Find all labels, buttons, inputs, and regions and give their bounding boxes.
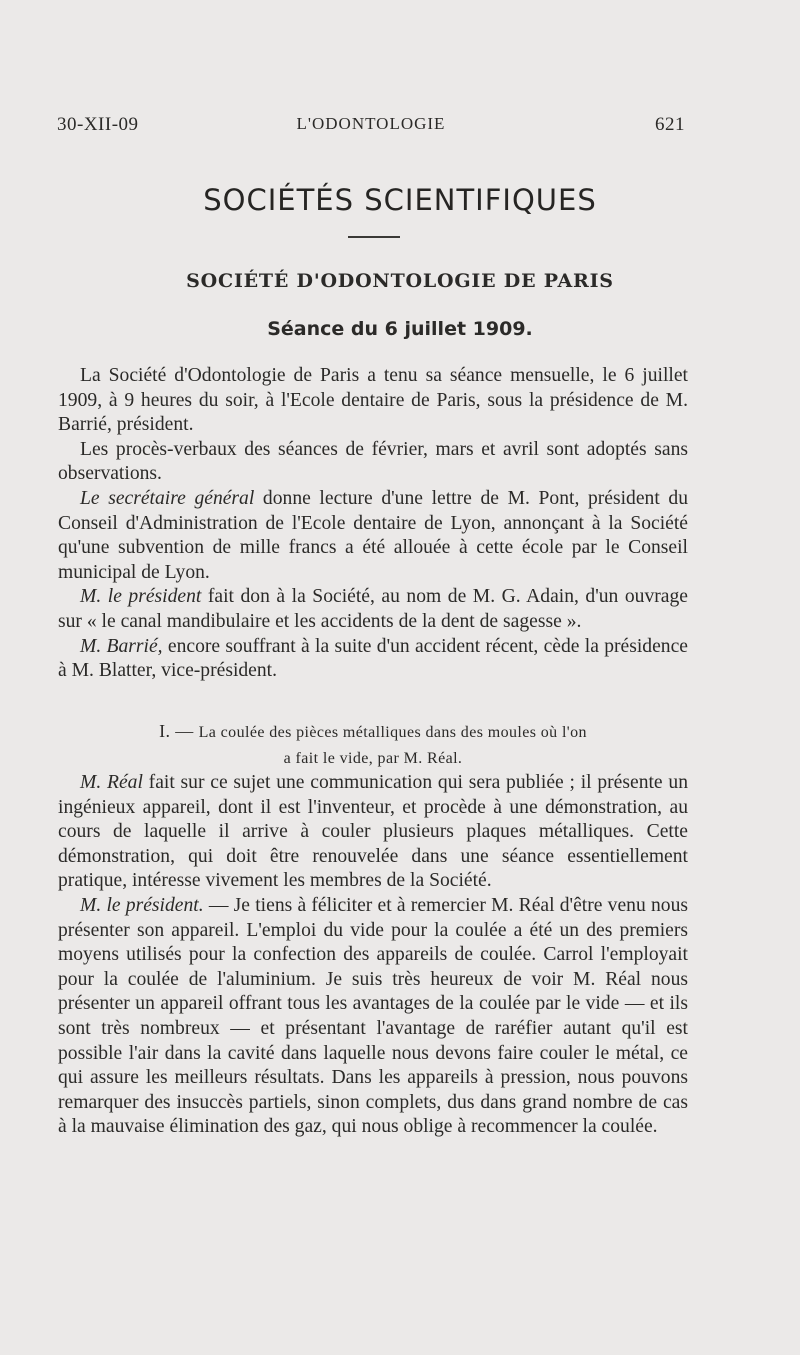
running-head bbox=[57, 114, 685, 140]
speaker: Le secrétaire général bbox=[80, 487, 255, 509]
journal-name: L'ODONTOLOGIE bbox=[296, 114, 446, 133]
page-number: 621 bbox=[655, 114, 685, 135]
issue-date: 30-XII-09 bbox=[57, 114, 139, 135]
speaker: M. le président. bbox=[80, 894, 204, 916]
paragraph bbox=[58, 894, 688, 1140]
paragraph bbox=[58, 585, 688, 634]
paragraph-text: fait don à la Société, au nom de M. G. Adain, d'un ouvrage sur « le canal mandibulaire et les accidents de la dent de sagesse ». bbox=[58, 586, 688, 632]
paragraph bbox=[58, 487, 688, 585]
speaker: M. le président bbox=[80, 586, 202, 608]
speaker: M. Barrié, bbox=[80, 635, 163, 657]
paragraph-text: encore souffrant à la suite d'un accident récent, cède la présidence à M. Blatter, vice-président. bbox=[58, 635, 688, 682]
section-title: SOCIÉTÉS SCIENTIFIQUES bbox=[203, 183, 597, 217]
paragraph bbox=[58, 635, 688, 684]
paragraph-text: Les procès-verbaux des séances de février, mars et avril sont adoptés sans observations. bbox=[58, 438, 688, 485]
speaker: M. Réal bbox=[80, 772, 143, 793]
session-minutes bbox=[58, 364, 688, 684]
paragraph-text: donne lecture d'une lettre de M. Pont, président du Conseil d'Administration de l'Ecole dentaire de Lyon, annonçant à la Société qu'une subvention de mille francs a été allouée à cette école par le Conseil municipal de Lyon. bbox=[58, 487, 688, 583]
paragraph-text: fait sur ce sujet une communication qui sera publiée ; il présente un ingénieux appareil, dont il est l'inventeur, et procède à une démonstration, au cours de laquelle il arrive à couler plusieurs plaques métalliques. Cette démonstration, qui doit être renouvelée dans une séance essentiellement pratique, intéresse vivement les membres de la Société. bbox=[58, 772, 688, 892]
paragraph bbox=[58, 364, 688, 438]
paragraph-text: La Société d'Odontologie de Paris a tenu sa séance mensuelle, le 6 juillet 1909, à 9 heures du soir, à l'Ecole dentaire de Paris, sous la présidence de M. Barrié, président. bbox=[58, 365, 688, 436]
paragraph bbox=[58, 771, 688, 894]
paragraph bbox=[58, 438, 688, 487]
communication-text bbox=[58, 771, 688, 1140]
paragraph-text: — Je tiens à féliciter et à remercier M. Réal d'être venu nous présenter son appareil. L'emploi du vide pour la coulée a été un des premiers moyens utilisés pour la confection des appareils de coulée. Carrol l'employait pour la coulée de l'aluminium. Je suis très heureux de voir M. Réal nous présenter un appareil offrant tous les avantages de la coulée par le vide — et ils sont très nombreux — et présentant l'avantage de raréfier autant qu'il est possible l'air dans la cavité dans laquelle nous devons faire couler le métal, ce qui assure les meilleurs résultats. Dans les appareils à pression, nous pouvons remarquer des insuccès partiels, sinon complets, dus dans grand nombre de cas à la mauvaise élimination des gaz, qui nous oblige à recommencer la coulée. bbox=[58, 894, 688, 1138]
title-rule bbox=[348, 236, 400, 238]
heading-numeral: I. — bbox=[159, 721, 199, 741]
agenda-heading bbox=[58, 719, 688, 771]
society-title: SOCIÉTÉ D'ODONTOLOGIE DE PARIS bbox=[186, 270, 614, 292]
heading-text-line1: La coulée des pièces métalliques dans des moules où l'on bbox=[198, 724, 587, 741]
session-title: Séance du 6 juillet 1909. bbox=[267, 318, 533, 340]
heading-text-line2: a fait le vide, par M. Réal. bbox=[283, 750, 463, 767]
